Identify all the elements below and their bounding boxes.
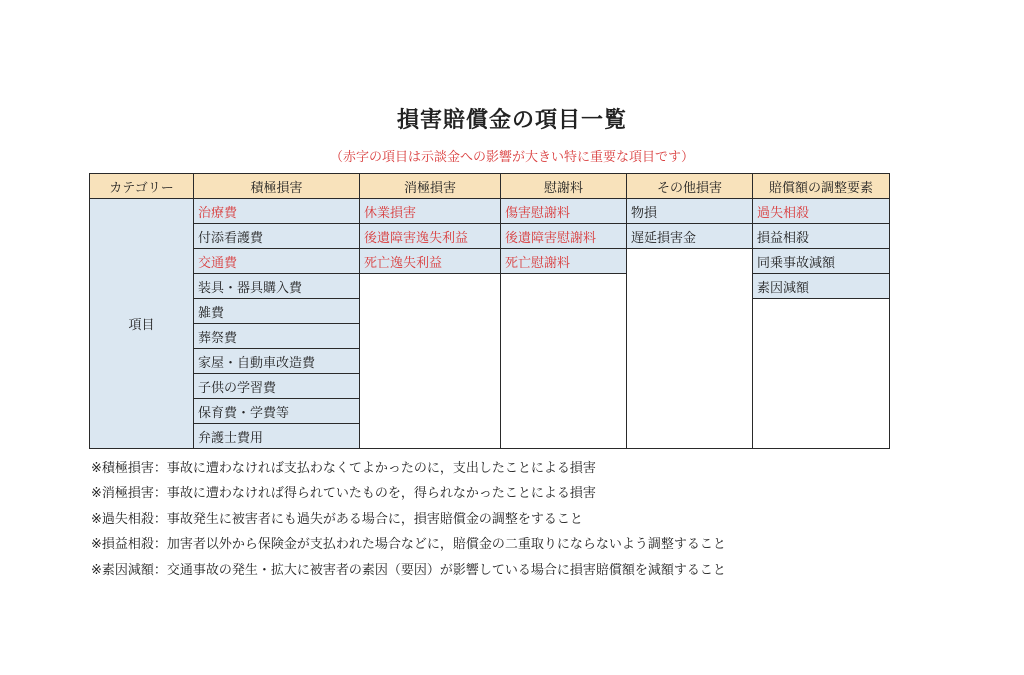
item-cell: 家屋・自動車改造費 [194,349,360,374]
item-cell: 治療費 [194,199,360,224]
item-cell: 同乗事故減額 [753,249,890,274]
empty-cell [627,249,753,449]
category-cell: 項目 [90,199,194,449]
item-cell: 子供の学習費 [194,374,360,399]
table-row [90,199,890,224]
item-cell: 葬祭費 [194,324,360,349]
header-category: カテゴリー [90,174,194,199]
item-cell: 雑費 [194,299,360,324]
header-consolation-money: 慰謝料 [501,174,627,199]
table-row [90,249,890,274]
item-cell: 物損 [627,199,753,224]
note-item: ※積極損害：事故に遭わなければ支払わなくてよかったのに，支出したことによる損害 [91,461,596,476]
item-cell: 損益相殺 [753,224,890,249]
item-cell: 死亡慰謝料 [501,249,627,274]
damages-table [89,173,890,449]
table-header-row [90,174,890,199]
item-cell: 素因減額 [753,274,890,299]
item-cell: 付添看護費 [194,224,360,249]
item-cell: 装具・器具購入費 [194,274,360,299]
item-cell: 休業損害 [360,199,501,224]
empty-cell [753,299,890,449]
item-cell: 弁護士費用 [194,424,360,449]
notes-list [91,456,726,583]
header-adjustment-factors: 賠償額の調整要素 [753,174,890,199]
table-row [90,274,890,299]
header-positive-damages: 積極損害 [194,174,360,199]
empty-cell [360,274,501,449]
item-cell: 遅延損害金 [627,224,753,249]
note-item: ※消極損害：事故に遭わなければ得られていたものを，得られなかったことによる損害 [91,486,596,502]
page-title: 損害賠償金の項目一覧 [396,108,627,133]
item-cell: 保育費・学費等 [194,399,360,424]
subtitle-note: （赤字の項目は示談金への影響が大きい特に重要な項目です） [329,150,694,165]
item-cell: 後遺障害逸失利益 [360,224,501,249]
item-cell: 交通費 [194,249,360,274]
note-item: ※損益相殺：加害者以外から保険金が支払われた場合などに，賠償金の二重取りにならないよう調整すること [91,537,726,553]
empty-cell [501,274,627,449]
item-cell: 過失相殺 [753,199,890,224]
note-item: ※過失相殺：事故発生に被害者にも過失がある場合に，損害賠償金の調整をすること [91,511,583,527]
item-cell: 傷害慰謝料 [501,199,627,224]
header-lost-profits: 消極損害 [360,174,501,199]
item-cell: 後遺障害慰謝料 [501,224,627,249]
table-body [90,199,890,449]
note-item: ※素因減額：交通事故の発生・拡大に被害者の素因（要因）が影響している場合に損害賠償額を減額すること [91,562,726,578]
item-cell: 死亡逸失利益 [360,249,501,274]
table-row [90,224,890,249]
header-other-damages: その他損害 [627,174,753,199]
